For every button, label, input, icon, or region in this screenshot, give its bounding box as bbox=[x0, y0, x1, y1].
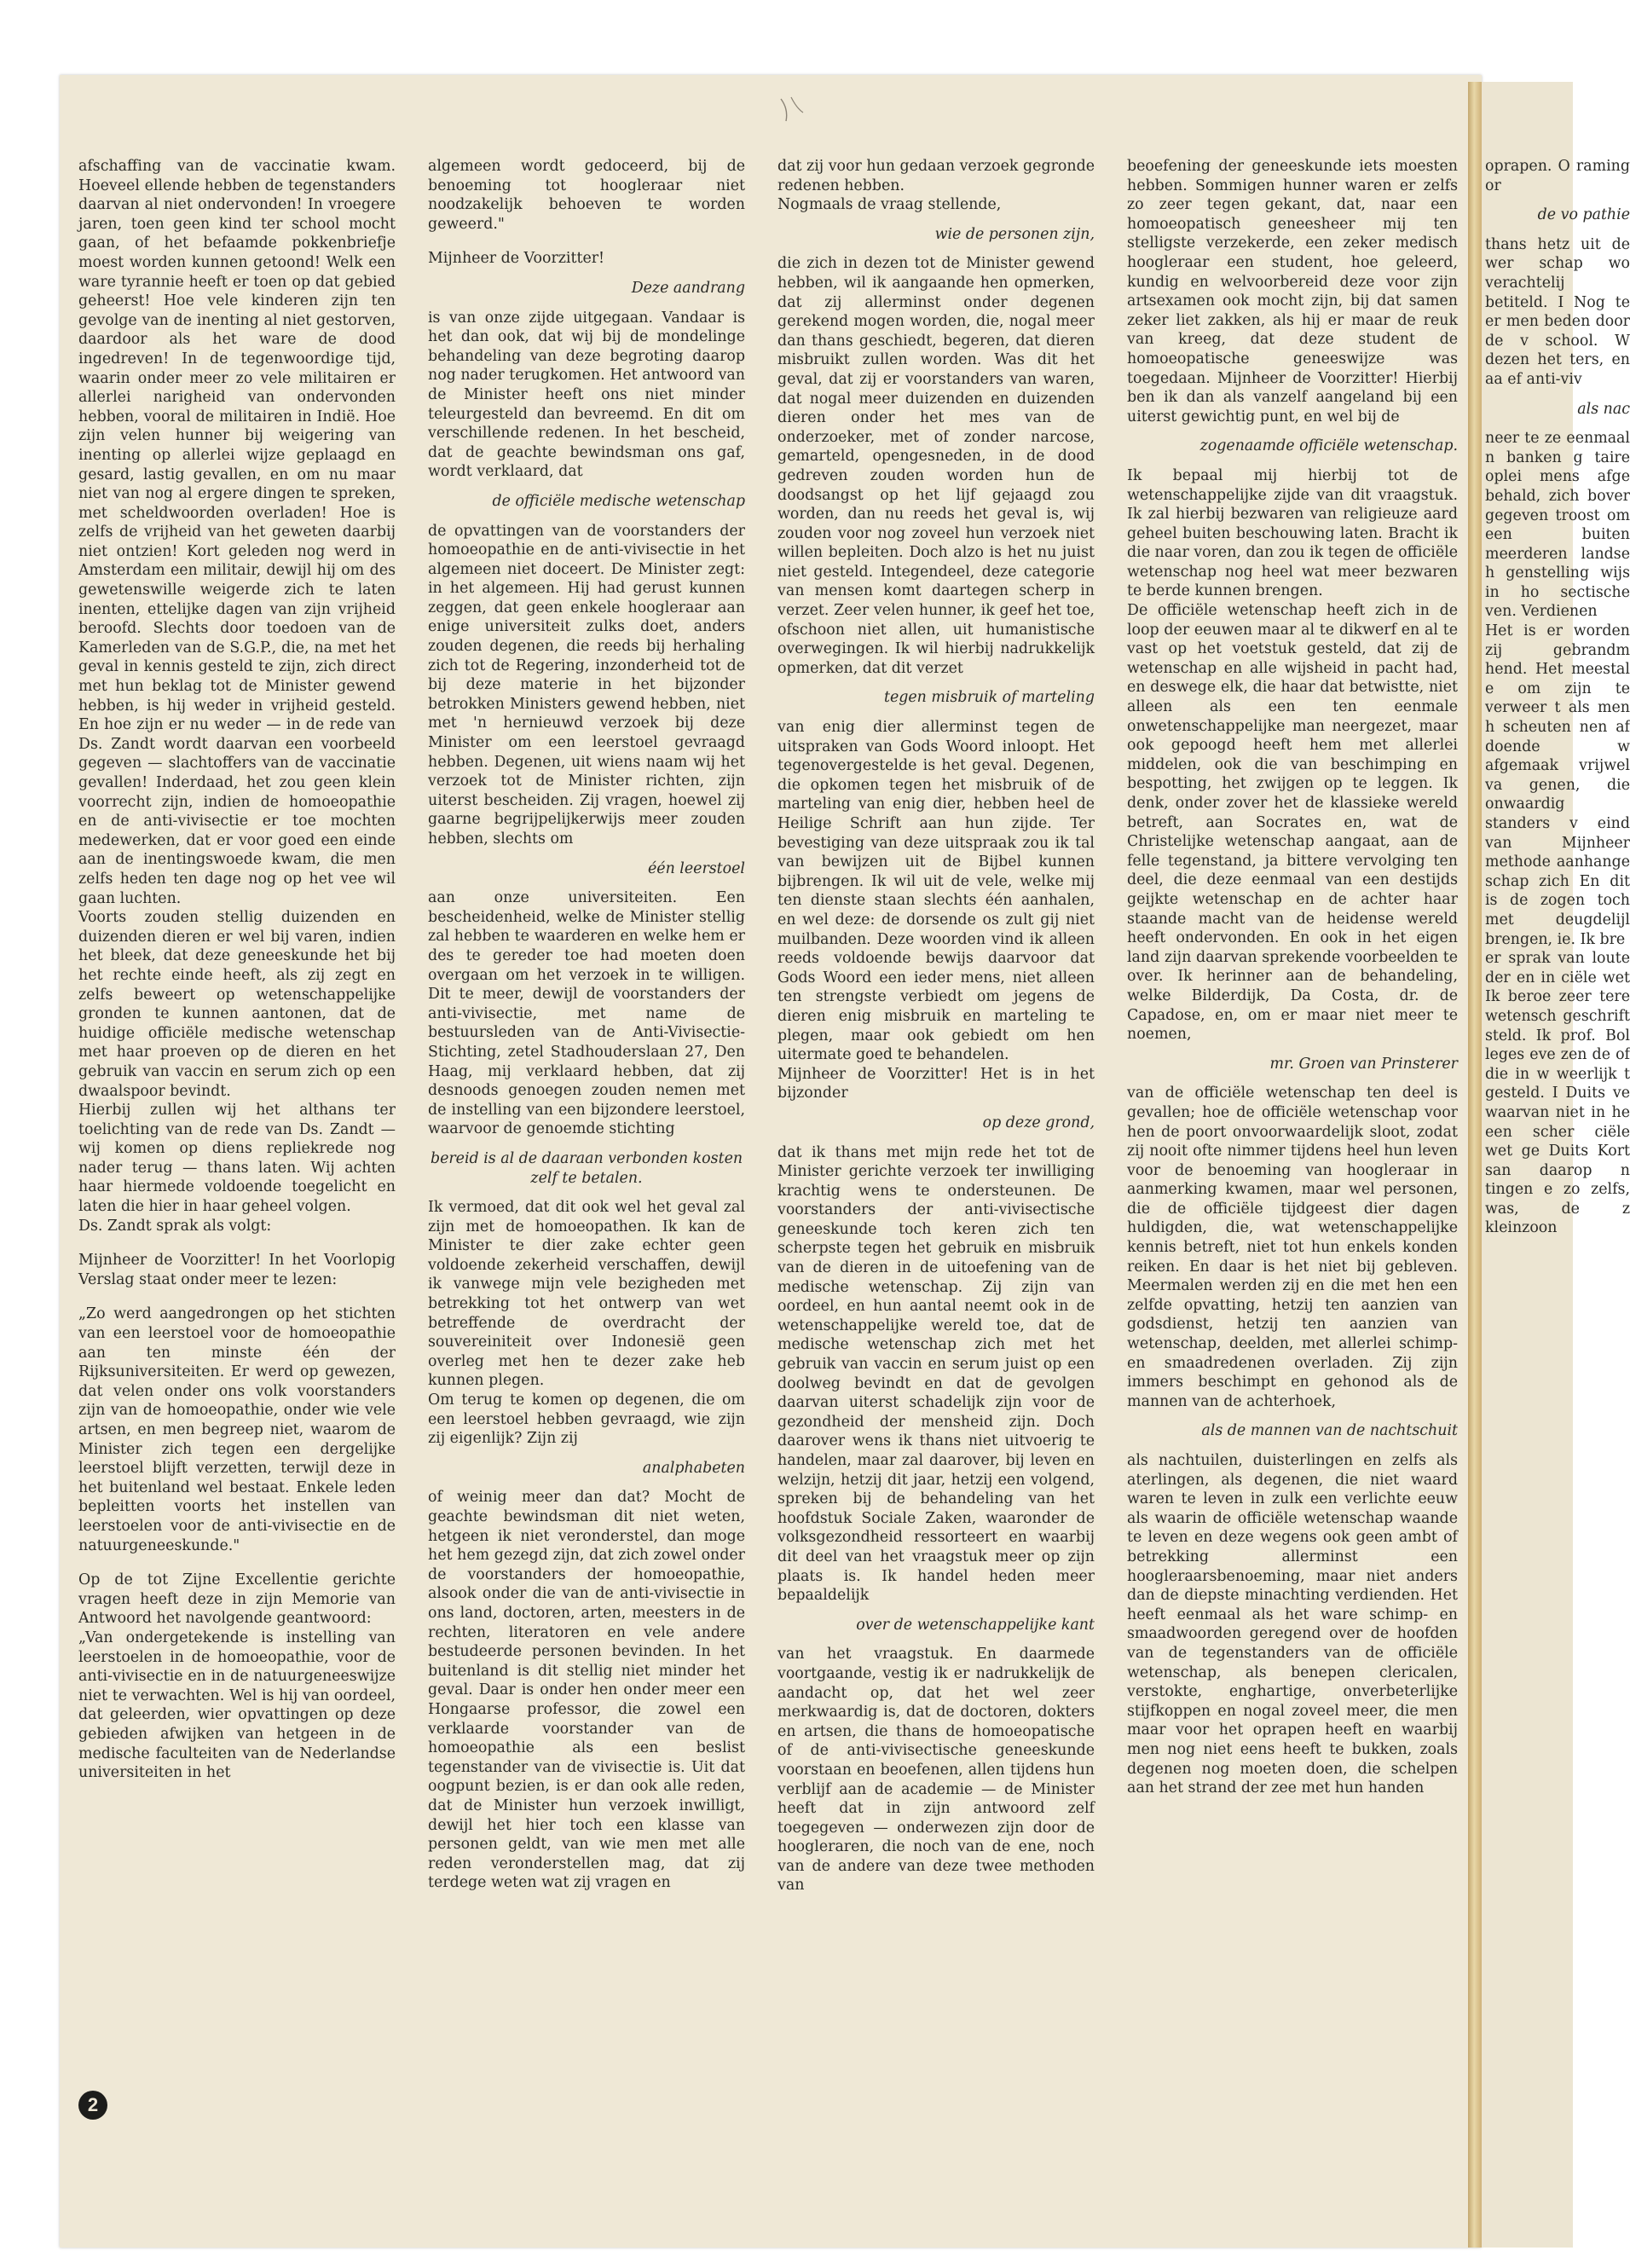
pen-mark bbox=[774, 94, 808, 128]
paragraph: Mijnheer de Voorzitter! In het Voorlopig Verslag staat onder meer te lezen: bbox=[78, 1252, 396, 1288]
text-column-3 bbox=[777, 157, 1095, 1895]
text-column-2 bbox=[428, 157, 745, 1893]
paragraph: Om terug te komen op degenen, die om een leerstoel hebben gevraagd, wie zijn zij eigenlijk? Zijn zij bbox=[428, 1391, 745, 1448]
paragraph: dat zij voor hun gedaan verzoek gegronde redenen hebben. bbox=[777, 158, 1095, 194]
paragraph: er sprak van loute der en in ciële wet Ik beroe zeer tere wetensch geschrift steld. Ik prof. Bol leges eve zen de of die in w weerlijk t gesteld. I Duits ve waarvan niet in he een scher ciële wet ge Duits Kort san daarop n tingen e zo zelfs, was, de z kleinzoon bbox=[1485, 950, 1630, 1237]
paragraph: Het is er worden zij gebrandm hend. Het meestal e om zijn te verweer t als men h scheuten nen af doende w afgemaak vrijwel va genen, die onwaardig standers v eind van Mijnheer methode aanhange schap zich En dit is de zogen toch met deugdelijl brengen, ie. Ik bre bbox=[1485, 622, 1630, 948]
text-column-5-cropped bbox=[1485, 157, 1630, 1238]
paragraph: algemeen wordt gedoceerd, bij de benoeming tot hoogleraar niet noodzakelijk behoeven te worden geweerd." bbox=[428, 158, 745, 233]
section-heading: de vo pathie bbox=[1537, 206, 1630, 224]
section-heading: over de wetenschappelijke kant bbox=[856, 1616, 1095, 1634]
paragraph: Hierbij zullen wij het althans ter toelichting van de rede van Ds. Zandt — wij komen op diens repliekrede nog nader terug — thans laten. Wij achten haar hiermede voldoende toegelicht en laten die hier in haar geheel volgen. bbox=[78, 1102, 396, 1216]
paragraph: „Zo werd aangedrongen op het stichten van een leerstoel voor de homoeopathie aan ten minste één der Rijksuniversiteiten. Er werd op gewezen, dat velen onder ons volk voorstanders zijn van de homoeopathie, onder wie vele artsen, en men begreep niet, waarom de Minister zich tegen een dergelijke leerstoel blijft verzetten, terwijl deze in het buitenland wel bestaat. Enkele leden bepleitten voorts het instellen van leerstoelen voor de anti-vivisectie en de natuurgeneeskunde." bbox=[78, 1305, 396, 1554]
section-heading: wie de personen zijn, bbox=[934, 225, 1095, 243]
paragraph: van het vraagstuk. En daarmede voortgaande, vestig ik er nadrukkelijk de aandacht op, dat het wel zeer merkwaardig is, dat de doctoren, dokters en artsen, die thans de homoeopatische of de anti-vivisectische geneeskunde voorstaan en beoefenen, allen tijdens hun verblijf aan de academie — de Minister heeft dat in zijn antwoord zelf toegegeven — onderwezen zijn door de hoogleraren, die noch van de ene, noch van de andere van deze twee methoden van bbox=[777, 1646, 1095, 1895]
section-heading: als nac bbox=[1577, 400, 1630, 418]
paragraph: Op de tot Zijne Excellentie gerichte vragen heeft deze in zijn Memorie van Antwoord het navolgende geantwoord: bbox=[78, 1571, 396, 1628]
paragraph: Ik bepaal mij hierbij tot de wetenschappelijke zijde van dit vraagstuk. Ik zal hierbij bezwaren van religieuze aard geheel buiten beschouwing laten. Bracht ik die naar voren, dan zou ik tegen de officiële wetenschap nog heel wat meer bezwaren te berde kunnen brengen. bbox=[1127, 466, 1458, 600]
paragraph: Mijnheer de Voorzitter! bbox=[428, 250, 605, 268]
section-heading: als de mannen van de nachtschuit bbox=[1201, 1422, 1458, 1440]
paragraph: dat ik thans met mijn rede het tot de Minister gerichte verzoek ter inwilliging krachtig wens te ondersteunen. De voorstanders der anti-vivisectische geneeskunde toch keren zich ten scherpste tegen het gebruik en misbruik van de dieren in de uitoefening van de medische wetenschap. Zij zijn van oordeel, en hun aantal neemt ook in de wetenschappelijke wereld toe, dat de medische wetenschap zich met het gebruik van vaccin en serum juist op een doolweg bevindt en dat de gevolgen daarvan uiterst schadelijk zijn voor de gezondheid der mensheid zijn. Doch daarover wens ik thans niet uitvoerig te handelen, maar zal daarover, bij leven en welzijn, hetzij dit jaar, hetzij een volgend, spreken bij de behandeling van het hoofdstuk Sociale Zaken, waaronder de volksgezondheid ressorteert en waarbij dit deel van het vraagstuk meer op zijn plaats is. Ik handel heden meer bepaaldelijk bbox=[777, 1143, 1095, 1605]
section-heading: tegen misbruik of marteling bbox=[883, 689, 1095, 707]
section-heading: bereid is al de daaraan verbonden kosten zelf te betalen. bbox=[430, 1149, 743, 1187]
paragraph: „Van ondergetekende is instelling van leerstoelen in de homoeopathie, voor de anti-vivisectie en in de natuurgeneeswijze niet te verwachten. Wel is hij van oordeel, dat geleerden, wier opvattingen op deze gebieden afwijken van hetgeen in de medische faculteiten van de Nederlandse universiteiten in het bbox=[78, 1629, 396, 1782]
paragraph: Ds. Zandt sprak als volgt: bbox=[78, 1217, 272, 1235]
paragraph: oprapen. O raming or bbox=[1485, 158, 1630, 194]
paragraph: Mijnheer de Voorzitter! Het is in het bijzonder bbox=[777, 1065, 1095, 1102]
text-column-4 bbox=[1127, 157, 1458, 1798]
section-heading: Deze aandrang bbox=[631, 279, 745, 297]
paragraph: Voorts zouden stellig duizenden en duizenden dieren er wel bij varen, indien het bleek, dat deze geneeskunde het bij het rechte einde heeft, als zij zegt en zelfs beweert op wetenschappelijke gronden te kunnen aantonen, dat de huidige officiële medische wetenschap met haar proeven op de dieren en het gebruik van vaccin en serum zich op een dwaalspoor bevindt. bbox=[78, 909, 396, 1100]
paragraph: De officiële wetenschap heeft zich in de loop der eeuwen maar al te dikwerf en al te vast op het voetstuk gesteld, dat zij de wetenschap en alle wijsheid in pacht had, en deswege elk, die haar dat betwistte, niet alleen als een ten eenmale onwetenschappelijke man neergezet, maar ook gepoogd heeft hem met allerlei middelen, ook die van beschimping en bespotting, het zwijgen op te leggen. Ik denk, onder zover het de klassieke wereld betreft, aan Socrates en, wat de Christelijke wetenschap aangaat, aan de felle tegenstand, ja bittere vervolging ten deel, die deze eenmaal van een destijds geijkte wetenschap en de achter haar staande macht van de heidense wereld heeft ondervonden. En ook in het eigen land zijn daarvan sprekende voorbeelden te over. Ik herinner aan de behandeling, welke Bilderdijk, Da Costa, dr. de Capadose, en, om er maar niet meer te noemen, bbox=[1127, 602, 1458, 1044]
paragraph: als nachtuilen, duisterlingen en zelfs als aterlingen, als degenen, die niet waard waren te leven in zulk een verlichte eeuw als waarin de officiële wetenschap waande te leven en deze wegens ook geen ambt of betrekking allerminst een hoogleraarsbenoeming, maar niet anders dan de diepste minachting verdienden. Het heeft eenmaal als het ware schimp- en smaadwoorden geregend over de hoofden van de tegenstanders van de officiële wetenschap, als benepen clericalen, verstokte, enghartige, onverbeterlijke stijfkoppen en nogal zoveel meer, die men maar voor het oprapen heeft en waarbij men nog niet eens heeft te bukken, zoals degenen nog moeten doen, die schelpen aan het strand der zee met hun handen bbox=[1127, 1452, 1458, 1797]
section-heading: zogenaamde officiële wetenschap. bbox=[1199, 437, 1458, 455]
paragraph: afschaffing van de vaccinatie kwam. Hoeveel ellende hebben de tegenstanders daarvan al niet ondervonden! In vroegere jaren, toen geen kind ter school mocht gaan, of het befaamde pokkenbriefje moest worden kunnen getoond! Welk een ware tyrannie heeft er toen op dat gebied geheerst! Hoe vele kinderen zijn ten gevolge van de inenting al niet gestorven, daardoor als het ware de dood ingedreven! In de tegenwoordige tijd, waarin onder meer zo vele militairen er allerlei narigheid van ondervonden hebben, vooral de militairen in Indië. Hoe zijn velen hunner bij weigering van inenting op allerlei wijze geplaagd en gesard, lastig gevallen, en om nu maar niet van nog al ergere dingen te spreken, met scheldwoorden overladen! Hoe is zelfs de vrijheid van het geweten daarbij niet ontzien! Kort geleden nog werd in Amsterdam een militair, dewijl hij om des gewetenswille weigerde zich te laten inenten, ettelijke dagen van zijn vrijheid beroofd. Slechts door toedoen van de Kamerleden van de S.G.P., die, na met het geval in kennis gesteld te zijn, zich direct met hun beklag tot de Minister gewend hebben, is hij weder in vrijheid gesteld. En hoe zijn er nu weder — in de rede van Ds. Zandt wordt daarvan een voorbeeld gegeven — slachtoffers van de vaccinatie gevallen! Inderdaad, het zou geen klein voorrecht zijn, indien de homoeopathie en de anti-vivisectie er toe mochten medewerken, dat er voor goed een einde aan de inentingswoede kwam, die men zelfs heden ten dage nog op het vee wil gaan luchten. bbox=[78, 158, 396, 907]
paragraph: van enig dier allerminst tegen de uitspraken van Gods Woord inloopt. Het tegenovergestelde is het geval. Degenen, die opkomen tegen het misbruik of de marteling van enig dier, hebben heel de Heilige Schrift aan hun zijde. Ter bevestiging van deze uitspraak zou ik tal van bewijzen uit de Bijbel kunnen bijbrengen. Ik wil uit de vele, welke mij ten dienste staan slechts één aanhalen, en wel deze: de dorsende os zult gij niet muilbanden. Deze woorden vind ik alleen reeds voldoende bewijs daarvoor dat Gods Woord een ieder mens, niet alleen ten strengste verbiedt om jegens de dieren enig misbruik en marteling te plegen, maar ook gebiedt om hen uitermate goed te behandelen. bbox=[777, 719, 1095, 1064]
page-fold bbox=[1468, 82, 1482, 2248]
paragraph: Ik vermoed, dat dit ook wel het geval zal zijn met de homoeopathen. Ik kan de Minister te dier zake echter geen voldoende zekerheid verschaffen, dewijl ik vanwege mijn vele bezigheden met betrekking tot het ontwerp van wet betreffende de overdracht der souvereiniteit over Indonesië geen overleg met hen te dezer zake heb kunnen plegen. bbox=[428, 1199, 745, 1390]
section-heading: één leerstoel bbox=[647, 859, 745, 877]
paragraph: de opvattingen van de voorstanders der homoeopathie en de anti-vivisectie in het algemeen niet doceert. De Minister zegt: in het algemeen. Hij had gerust kunnen zeggen, dat geen enkele hoogleraar aan enige universiteit zulks doet, anders zouden degenen, die reeds bij herhaling zich tot de Regering, inzonderheid tot de bij deze materie in het bijzonder betrokken Ministers gewend hebben, niet met 'n hernieuwd verzoek bij deze Minister om een leerstoel gevraagd hebben. Degenen, uit wiens naam wij het verzoek tot de Minister richten, zijn uiterst bescheiden. Zij vragen, hoewel zij gaarne begrijpelijkerwijs meer zouden hebben, slechts om bbox=[428, 522, 745, 848]
paragraph: die zich in dezen tot de Minister gewend hebben, wil ik aangaande hen opmerken, dat zij allerminst onder degenen gerekend mogen worden, die, nogal meer dan thans geschiedt, begeren, dat dieren misbruikt zullen worden. Was dit het geval, dat zij er voorstanders van waren, dat nogal meer duizenden en duizenden dieren onder het mes van de onderzoeker, met of zonder narcose, gemarteld, opengesneden, in de dood gedreven zouden worden hun de doodsangst op het lijf gejaagd zou worden, dan nu reeds het geval is, wij zouden voor nog zoveel hun verzoek niet willen bepleiten. Doch alzo is het nu juist niet gesteld. Integendeel, deze categorie van mensen komt daartegen scherp in verzet. Zeer velen hunner, ik geef het toe, ofschoon niet allen, uit humanistische overwegingen. Ik wil hierbij nadrukkelijk opmerken, dat dit verzet bbox=[777, 255, 1095, 677]
text-column-1 bbox=[78, 157, 396, 1783]
paragraph: thans hetz uit de wer schap wo verachtelij betiteld. I Nog te er men beden door de v school. W dezen het ters, en aa ef anti-viv bbox=[1485, 235, 1630, 388]
section-heading: mr. Groen van Prinsterer bbox=[1269, 1055, 1458, 1073]
page-number: 2 bbox=[78, 2091, 107, 2120]
paragraph: neer te ze eenmaal n banken g taire oplei mens afge behald, zich bover gegeven troost om een buiten meerderen landse h genstelling wijs in ho sectische ven. Verdienen bbox=[1485, 430, 1630, 621]
paragraph: Nogmaals de vraag stellende, bbox=[777, 196, 1002, 214]
paragraph: of weinig meer dan dat? Mocht de geachte bewindsman dit niet weten, hetgeen ik niet veronderstel, dan moge het hem gezegd zijn, dat zich zowel onder de voorstanders der homoeopathie, alsook onder die van de anti-vivisectie in ons land, doctoren, arten, meesters in de rechten, literatoren en vele andere bestudeerde personen bevinden. In het buitenland is dit stellig niet minder het geval. Daar is onder hen onder meer een Hongaarse professor, die zowel een verklaarde voorstander van de homoeopathie als een beslist tegenstander van de vivisectie is. Uit dat oogpunt bezien, is er dan ook alle reden, dat de Minister hun verzoek inwilligt, dewijl het hier toch een klasse van personen geldt, van wie men met alle reden veronderstellen mag, dat zij terdege weten wat zij vragen en bbox=[428, 1489, 745, 1892]
section-heading: analphabeten bbox=[642, 1459, 745, 1477]
section-heading: op deze grond, bbox=[982, 1114, 1095, 1131]
paragraph: van de officiële wetenschap ten deel is gevallen; hoe de officiële wetenschap voor hen de poort onvoorwaardelijk sloot, zodat zij nooit ofte nimmer tijdens heel hun leven voor de benoeming van hoogleraar in aanmerking kwamen, maar wel personen, die de officiële tijdgeest dier dagen huldigden, die, wat wetenschappelijke kennis betreft, niet tot hun enkels konden reiken. En daar is het niet bij gebleven. Meermalen werden zij en die met hen een zelfde opvatting, hetzij ten aanzien van godsdienst, hetzij ten aanzien van wetenschap, deelden, met allerlei schimp- en smaadredenen overladen. Zij zijn immers beschimpt en gehonod als de mannen van de achterhoek, bbox=[1127, 1085, 1458, 1410]
paragraph: beoefening der geneeskunde iets moesten hebben. Sommigen hunner waren er zelfs zo zeer tegen gekant, dat, naar een homoeopatisch geneesheer mij ten stelligste verzekerde, een zeker medisch hoogleraar een student, hoe geleerd, kundig en welvoorbereid deze voor zijn artsexamen ook mocht zijn, bij dat samen zeker liet zakken, als hij er maar de reuk van kreeg, dat deze student de homoeopatische geneeswijze was toegedaan. Mijnheer de Voorzitter! Hierbij ben ik dan als vanzelf aangeland bij een uiterst gewichtig punt, en wel bij de bbox=[1127, 158, 1458, 425]
paragraph: aan onze universiteiten. Een bescheidenheid, welke de Minister stellig zal hebben te waarderen en welke hem er des te gereder toe had moeten doen overgaan om het verzoek in te willigen. Dit te meer, dewijl de voorstanders der anti-vivisectie, met name de bestuursleden van de Anti-Vivisectie-Stichting, zetel Stadhouderslaan 27, Den Haag, mij verklaard hebben, dat zij desnoods genoegen zouden nemen met de instelling van een bijzondere leerstoel, waarvoor de genoemde stichting bbox=[428, 889, 745, 1138]
paragraph: is van onze zijde uitgegaan. Vandaar is het dan ook, dat wij bij de mondelinge behandeling van deze begroting daarop nog nader terugkomen. Het antwoord van de Minister heeft ons niet minder teleurgesteld dan bevreemd. En dit om verschillende redenen. In het bescheid, dat de geachte bewindsman ons gaf, wordt verklaard, dat bbox=[428, 309, 745, 481]
section-heading: de officiële medische wetenschap bbox=[492, 492, 745, 510]
